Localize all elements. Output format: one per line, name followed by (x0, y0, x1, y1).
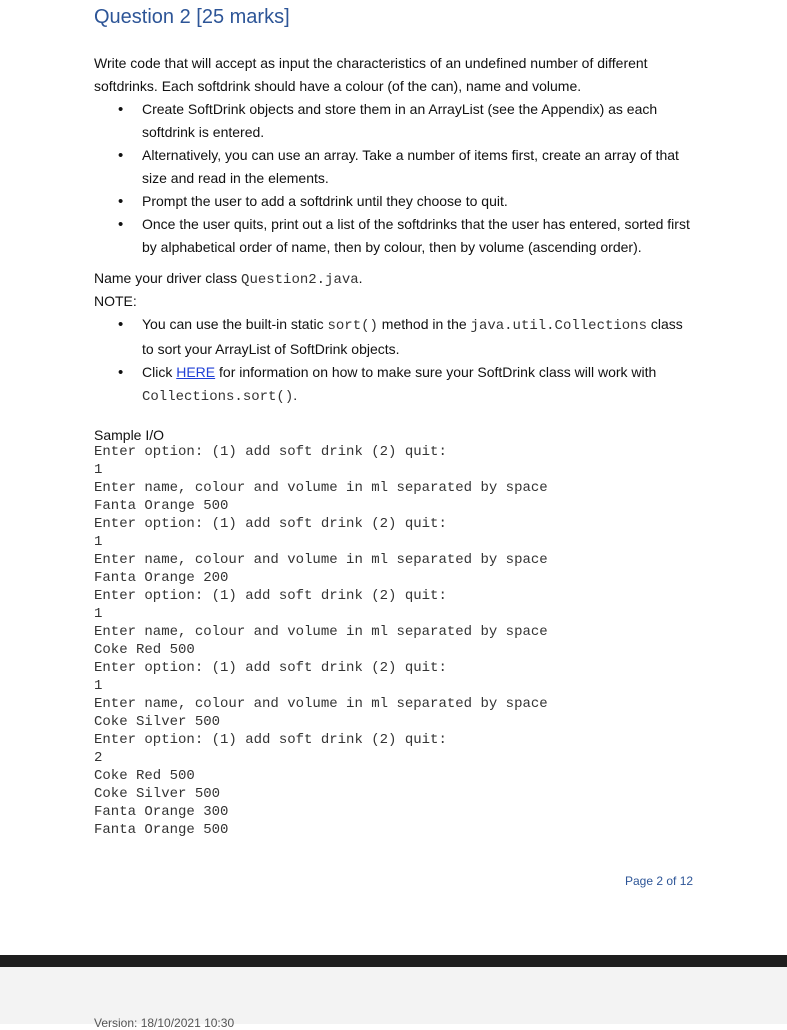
sample-io-label: Sample I/O (94, 427, 165, 443)
here-link[interactable]: HERE (176, 364, 216, 380)
version-label: Version: 18/10/2021 10:30 (94, 1016, 235, 1030)
io-line: 2 (94, 750, 103, 766)
note-sort-method: • You can use the built-in static sort() method in the java.util.Collections class to sort your ArrayList of SoftDrink objects. (94, 313, 694, 361)
io-line: Fanta Orange 500 (94, 498, 229, 514)
note-label: NOTE: (94, 293, 137, 309)
io-line: Coke Silver 500 (94, 714, 221, 730)
driver-class-instruction: Name your driver class Question2.java. (94, 270, 363, 288)
requirement-item: • Once the user quits, print out a list of the softdrinks that the user has entered, sorted first by alphabetical order of name, then by colour, then by volume (ascending order). (94, 213, 694, 259)
io-line: Fanta Orange 300 (94, 804, 229, 820)
io-line: Coke Silver 500 (94, 786, 221, 802)
requirement-item: • Create SoftDrink objects and store them in an ArrayList (see the Appendix) as each softdrink is entered. (94, 98, 694, 144)
question-intro: Write code that will accept as input the characteristics of an undefined number of different softdrinks. Each softdrink should have a colour (of the can), name and volume. (94, 55, 648, 94)
io-line: Coke Red 500 (94, 768, 195, 784)
io-line: Enter name, colour and volume in ml separated by space (94, 624, 548, 640)
io-line: 1 (94, 462, 103, 478)
io-line: Enter option: (1) add soft drink (2) quit: (94, 444, 447, 460)
io-line: Fanta Orange 200 (94, 570, 229, 586)
page-number: Page 2 of 12 (625, 874, 694, 888)
collections-code: java.util.Collections (470, 318, 647, 334)
io-line: 1 (94, 534, 103, 550)
io-line: Enter name, colour and volume in ml separated by space (94, 480, 548, 496)
collections-sort-code: Collections.sort() (142, 389, 294, 405)
io-line: Enter option: (1) add soft drink (2) quit: (94, 660, 447, 676)
io-line: Enter option: (1) add soft drink (2) quit: (94, 588, 447, 604)
note-click-here: • Click HERE for information on how to make sure your SoftDrink class will work with Collections.sort(). (94, 361, 694, 409)
io-line: 1 (94, 606, 103, 622)
notes-list (94, 313, 694, 409)
question-heading: Question 2 [25 marks] (94, 6, 290, 28)
sample-io-block (94, 443, 548, 839)
io-line: 1 (94, 678, 103, 694)
sort-code: sort() (327, 318, 378, 334)
io-line: Enter option: (1) add soft drink (2) quit: (94, 516, 447, 532)
requirements-list (94, 98, 694, 259)
page-divider (0, 955, 787, 967)
requirement-item: • Alternatively, you can use an array. Take a number of items first, create an array of that size and read in the elements. (94, 144, 694, 190)
io-line: Enter name, colour and volume in ml separated by space (94, 552, 548, 568)
io-line: Coke Red 500 (94, 642, 195, 658)
requirement-item: • Prompt the user to add a softdrink until they choose to quit. (94, 190, 694, 213)
io-line: Fanta Orange 500 (94, 822, 229, 838)
io-line: Enter option: (1) add soft drink (2) quit: (94, 732, 447, 748)
driver-class-code: Question2.java (241, 272, 359, 288)
io-line: Enter name, colour and volume in ml separated by space (94, 696, 548, 712)
